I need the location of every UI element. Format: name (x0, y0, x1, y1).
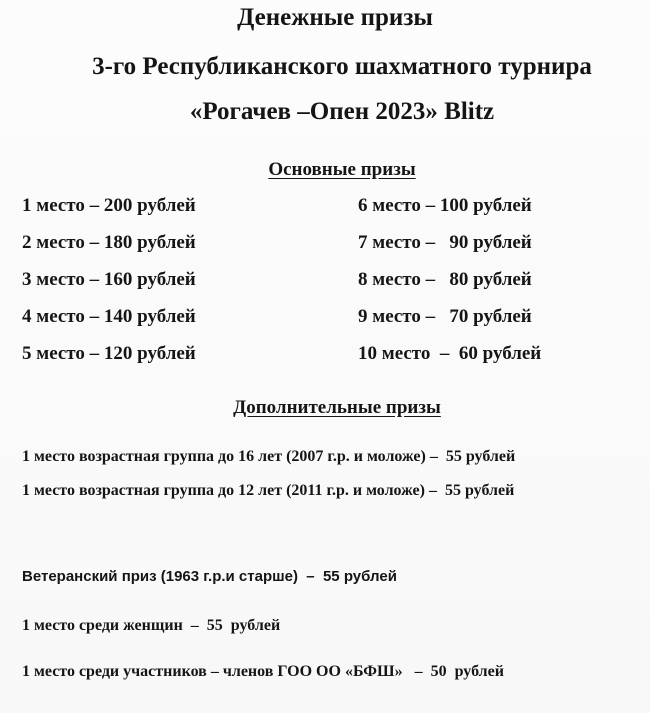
main-prize-place-3: 3 место – 160 рублей (22, 269, 196, 290)
main-prize-place-10: 10 место – 60 рублей (358, 343, 542, 364)
additional-prize-women: 1 место среди женщин – 55 рублей (22, 617, 281, 634)
main-prize-place-5: 5 место – 120 рублей (22, 343, 196, 364)
additional-prize-bfsh-members: 1 место среди участников – членов ГОО ОО «БФШ» – 50 рублей (22, 663, 504, 680)
additional-prize-age-16: 1 место возрастная группа до 16 лет (2007 г.р. и моложе) – 55 рублей (22, 448, 516, 465)
additional-prize-veteran: Ветеранский приз (1963 г.р.и старше) – 55 рублей (22, 568, 397, 585)
additional-prizes-heading: Дополнительные призы (233, 397, 441, 418)
main-prize-place-8: 8 место – 80 рублей (358, 269, 532, 290)
main-prize-place-1: 1 место – 200 рублей (22, 195, 196, 216)
main-prize-place-6: 6 место – 100 рублей (358, 195, 532, 216)
main-prizes-heading: Основные призы (268, 159, 416, 180)
main-prize-place-9: 9 место – 70 рублей (358, 306, 532, 327)
main-prize-place-2: 2 место – 180 рублей (22, 232, 196, 253)
main-prize-place-4: 4 место – 140 рублей (22, 306, 196, 327)
document-title-line-2: 3-го Республиканского шахматного турнира (92, 53, 592, 80)
main-prize-place-7: 7 место – 90 рублей (358, 232, 532, 253)
document-title-line-3: «Рогачев –Опен 2023» Blitz (189, 98, 495, 125)
additional-prize-age-12: 1 место возрастная группа до 12 лет (2011 г.р. и моложе) – 55 рублей (22, 482, 515, 499)
document-title-line-1: Денежные призы (237, 4, 433, 31)
